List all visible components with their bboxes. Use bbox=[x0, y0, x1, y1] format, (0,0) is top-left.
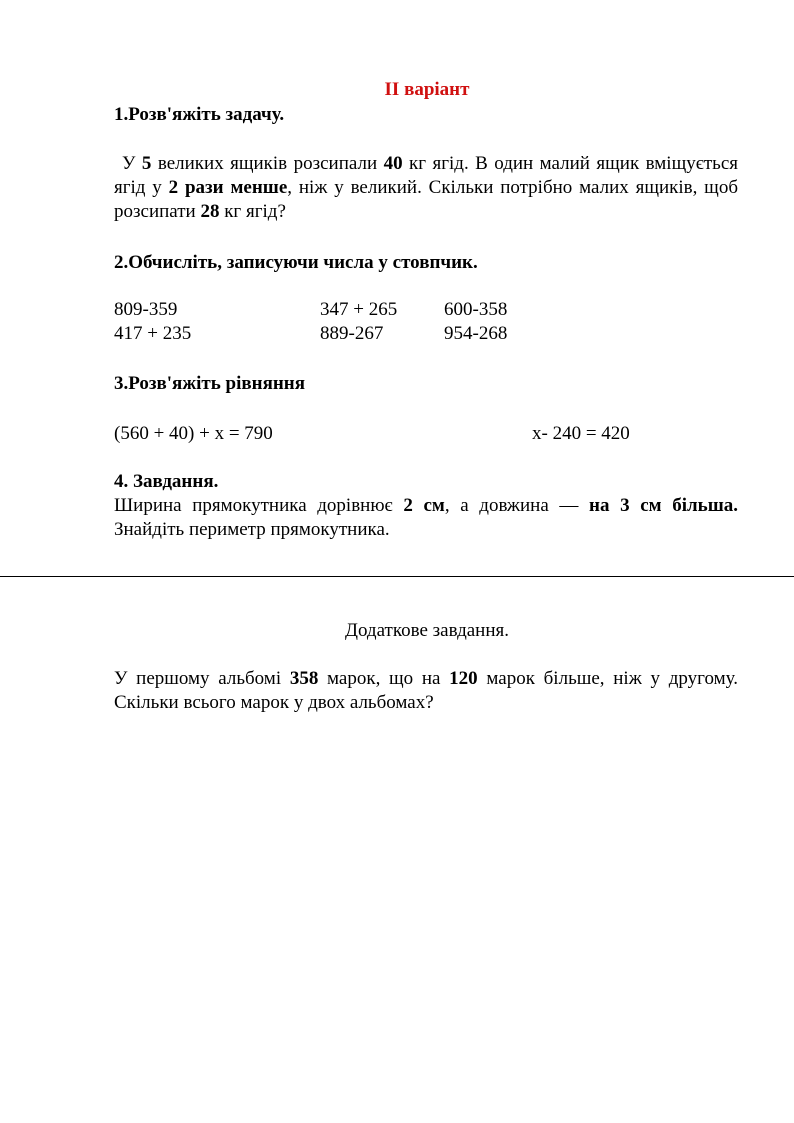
expression-2: 347 + 265 bbox=[320, 299, 398, 320]
expression-6: 954-268 bbox=[444, 323, 508, 344]
task4-text: Ширина прямокутника дорівнює 2 см, а довжина — на 3 см більша. Знайдіть периметр прямокутника. bbox=[114, 495, 739, 540]
expression-4: 417 + 235 bbox=[114, 323, 192, 344]
task4-heading: 4. Завдання. bbox=[114, 471, 219, 492]
task1-heading: 1.Розв'яжіть задачу. bbox=[114, 104, 285, 125]
variant-title: ІІ варіант bbox=[384, 79, 470, 100]
expression-5: 889-267 bbox=[320, 323, 384, 344]
expression-1: 809-359 bbox=[114, 299, 178, 320]
equation-2: x- 240 = 420 bbox=[532, 423, 630, 444]
equation-1: (560 + 40) + x = 790 bbox=[114, 423, 273, 444]
section-divider bbox=[0, 576, 794, 577]
task3-heading: 3.Розв'яжіть рівняння bbox=[114, 373, 306, 394]
extra-text: У першому альбомі 358 марок, що на 120 марок більше, ніж у другому. Скільки всього марок у двох альбомах? bbox=[114, 668, 738, 713]
expression-3: 600-358 bbox=[444, 299, 508, 320]
task1-text: У 5 великих ящиків розсипали 40 кг ягід. В один малий ящик вміщується ягід у 2 рази менше, ніж у великий. Скільки потрібно малих ящиків, щоб розсипати 28 кг ягід? bbox=[114, 153, 738, 222]
extra-heading: Додаткове завдання. bbox=[345, 620, 509, 641]
task2-heading: 2.Обчисліть, записуючи числа у стовпчик. bbox=[114, 252, 478, 273]
